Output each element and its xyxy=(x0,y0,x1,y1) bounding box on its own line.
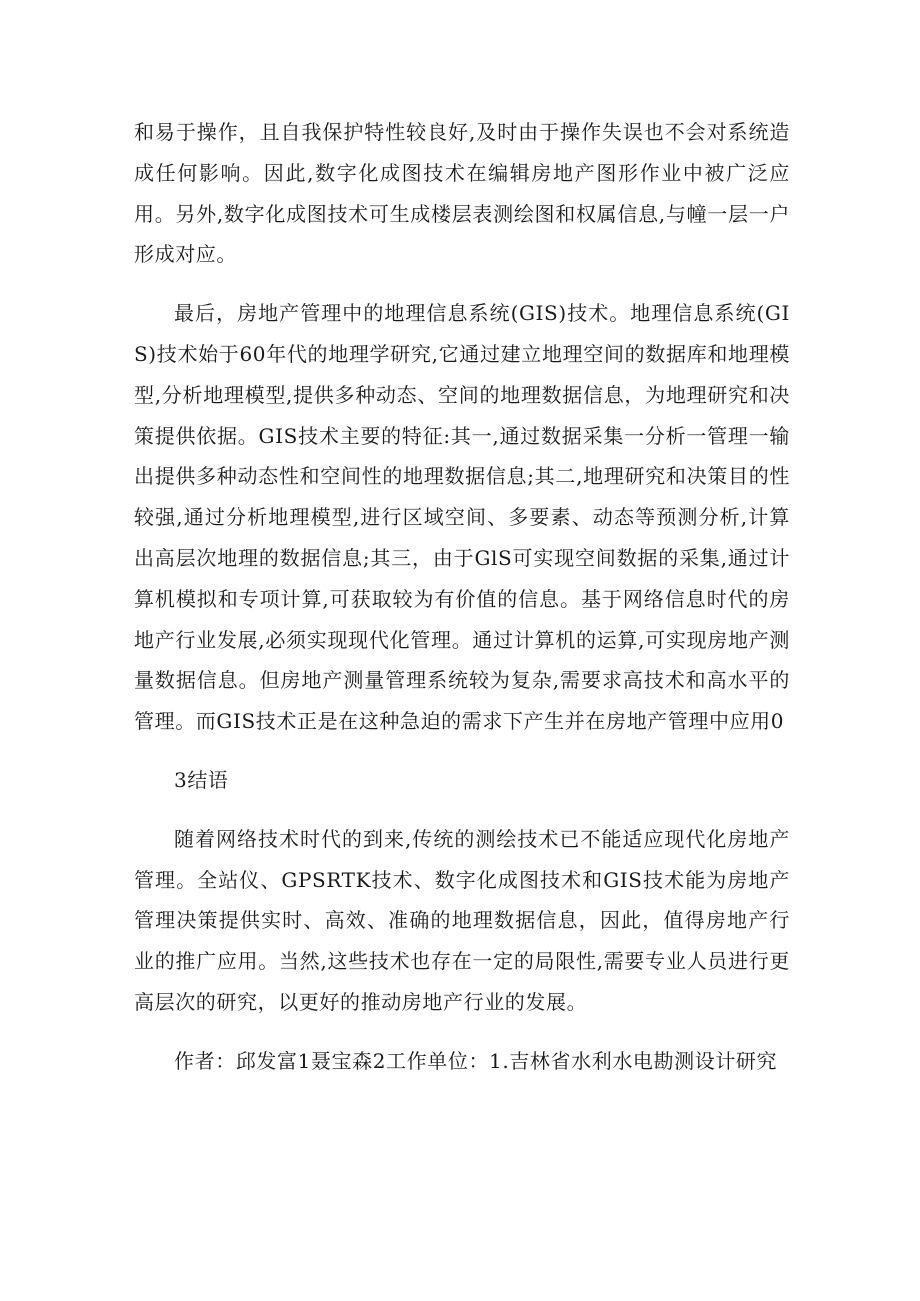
paragraph-author-info: 作者：邱发富1聂宝森2工作单位：1.吉林省水利水电勘测设计研究 xyxy=(174,1048,778,1073)
paragraph-digital-mapping-continued: 和易于操作，且自我保护特性较良好,及时由于操作失误也不会对系统造成任何影响。因此,数字化成图技术在编辑房地产图形作业中被广泛应用。另外,数字化成图技术可生成楼层表测绘图和权属信息,与幢一层一户形成对应。 xyxy=(134,120,790,267)
section-heading-conclusion: 3结语 xyxy=(174,767,229,792)
paragraph-conclusion: 随着网络技术时代的到来,传统的测绘技术已不能适应现代化房地产管理。全站仪、GPSRTK技术、数字化成图技术和GIS技术能为房地产管理决策提供实时、高效、准确的地理数据信息，因此，值得房地产行业的推广应用。当然,这些技术也存在一定的局限性,需要专业人员进行更高层次的研究，以更好的推动房地产行业的发展。 xyxy=(134,826,790,1014)
paragraph-gis-technology: 最后，房地产管理中的地理信息系统(GIS)技术。地理信息系统(GIS)技术始于60年代的地理学研究,它通过建立地理空间的数据库和地理模型,分析地理模型,提供多种动态、空间的地理数据信息，为地理研究和决策提供依据。GIS技术主要的特征:其一,通过数据采集一分析一管理一输出提供多种动态性和空间性的地理数据信息;其二,地理研究和决策目的性较强,通过分析地理模型,进行区域空间、多要素、动态等预测分析,计算出高层次地理的数据信息;其三，由于GlS可实现空间数据的采集,通过计算机模拟和专项计算,可获取较为有价值的信息。基于网络信息时代的房地产行业发展,必须实现现代化管理。通过计算机的运算,可实现房地产测量数据信息。但房地产测量管理系统较为复杂,需要求高技术和高水平的管理。而GIS技术正是在这种急迫的需求下产生并在房地产管理中应用0 xyxy=(134,301,790,734)
document-body xyxy=(134,112,790,1100)
